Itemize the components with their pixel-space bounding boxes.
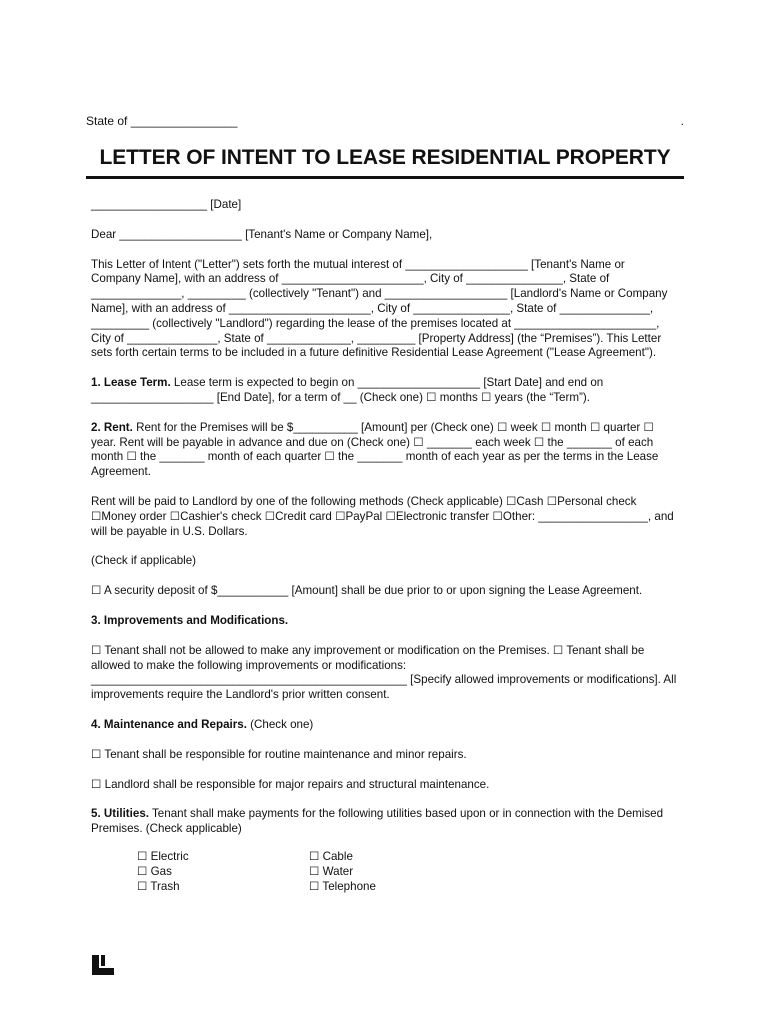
utilities-section	[91, 807, 677, 837]
lease-term-section	[91, 376, 677, 406]
salutation: Dear ___________________ [Tenant's Name or Company Name],	[91, 227, 433, 241]
lease-term-text: Lease term is expected to begin on ___________________ [Start Date] and end on ___________________ [End Date], for a term of __ (Check one) ☐ months ☐ years (the “Term”).	[91, 376, 604, 404]
brand-logo-icon	[92, 955, 114, 975]
improvements-heading: 3. Improvements and Modifications.	[91, 613, 289, 627]
state-line	[86, 114, 684, 128]
rent-text: Rent for the Premises will be $__________ [Amount] per (Check one) ☐ week ☐ month ☐ quarter ☐ year. Rent will be payable in advance and due on (Check one) ☐ _______ each week ☐ the _______ of each month ☐ the _______ month of each quarter ☐ the _______ month of each year as per the terms in the Lease Agreement.	[91, 420, 659, 479]
rent-section	[91, 421, 677, 480]
utility-trash: ☐ Trash	[137, 879, 180, 893]
title-divider	[86, 176, 684, 179]
maintenance-heading: 4. Maintenance and Repairs.	[91, 717, 247, 731]
intro-paragraph: This Letter of Intent ("Letter") sets forth the mutual interest of ___________________ [Tenant's Name or Company Name], with an address of ______________________, City of _______________, State of ______________, _________ (collectively "Tenant") and ___________________ [Landlord's Name or Company Name], with an address of ______________________, City of _______________, State of ______________, _________ (collectively "Landlord") regarding the lease of the premises located at ______________________, City of ______________, State of _____________, _________ [Property Address] (the “Premises”). This Letter sets forth certain terms to be included in a future definitive Residential Lease Agreement ("Lease Agreement").	[91, 257, 668, 360]
utility-cable: ☐ Cable	[309, 849, 353, 863]
utilities-checklist	[91, 850, 677, 898]
maintenance-heading-line	[91, 718, 677, 733]
maintenance-landlord: ☐ Landlord shall be responsible for major repairs and structural maintenance.	[91, 777, 490, 791]
state-dot: .	[680, 114, 684, 128]
maintenance-tenant: ☐ Tenant shall be responsible for routine maintenance and minor repairs.	[91, 747, 467, 761]
utility-gas: ☐ Gas	[137, 864, 172, 878]
utilities-column-left	[137, 850, 189, 895]
lease-term-heading: 1. Lease Term.	[91, 376, 171, 390]
utility-electric: ☐ Electric	[137, 849, 189, 863]
state-field: State of ________________	[86, 114, 238, 128]
utility-telephone: ☐ Telephone	[309, 879, 376, 893]
improvements-heading-line	[91, 614, 677, 629]
utilities-text: Tenant shall make payments for the following utilities based upon or in connection with the Demised Premises. (Check applicable)	[91, 807, 664, 836]
utilities-column-right	[309, 850, 376, 895]
date-line: __________________ [Date]	[91, 198, 242, 211]
improvements-text: ☐ Tenant shall not be allowed to make any improvement or modification on the Premises. ☐ Tenant shall be allowed to make the following improvements or modifications: _________________________________________________ [Specify allowed improvements or modifications]. All improvements require the Landlord's prior written consent.	[91, 643, 677, 702]
document-title: LETTER OF INTENT TO LEASE RESIDENTIAL PROPERTY	[99, 146, 671, 169]
maintenance-heading-suffix: (Check one)	[246, 717, 314, 731]
rent-heading: 2. Rent.	[91, 420, 133, 434]
utilities-heading: 5. Utilities.	[91, 807, 149, 821]
security-deposit: ☐ A security deposit of $___________ [Amount] shall be due prior to or upon signing the Lease Agreement.	[91, 584, 643, 598]
document-body	[91, 198, 677, 898]
payment-methods: Rent will be paid to Landlord by one of the following methods (Check applicable) ☐Cash ☐Personal check ☐Money order ☐Cashier's check ☐Credit card ☐PayPal ☐Electronic transfer ☐Other: _________________, and will be payable in U.S. Dollars.	[91, 494, 674, 538]
check-if-applicable: (Check if applicable)	[91, 554, 197, 568]
utility-water: ☐ Water	[309, 864, 354, 878]
